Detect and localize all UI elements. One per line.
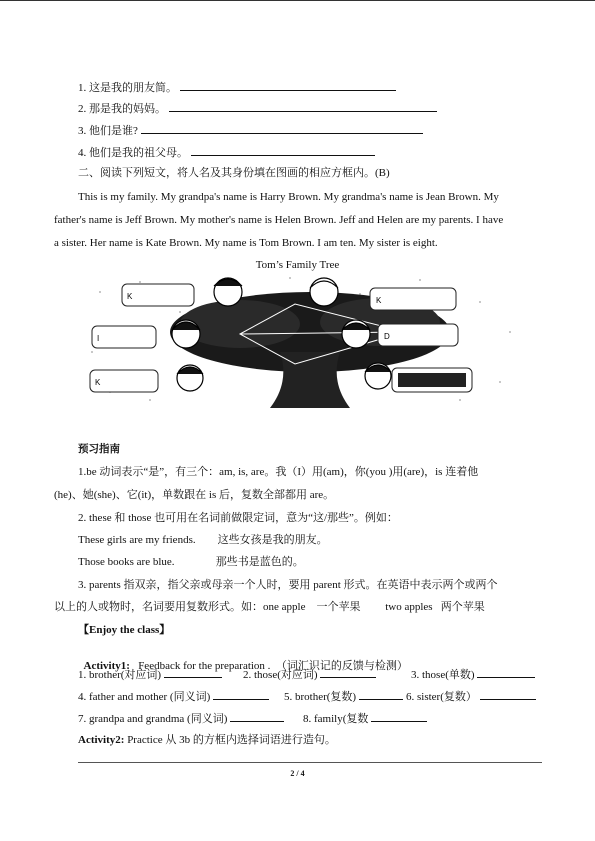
answer-blank-3[interactable] (141, 123, 423, 134)
preview-line-2: (he)、她(she)、它(it)，单数跟在 is 后，复数全部都用 are。 (54, 489, 335, 501)
exercise-6 (406, 689, 536, 704)
preview-line-1: 1.be 动词表示“是”，有三个：am, is, are。我（I）用(am)，你(you )用(are)，is 连着他 (78, 466, 479, 478)
question-3-text: 3. 他们是谁? (78, 125, 138, 137)
exercise-8-blank[interactable] (371, 711, 427, 722)
preview-line-5: Those books are blue. 那些书是蓝色的。 (78, 556, 304, 568)
preview-line-7: 以上的人或物时，名词要用复数形式。如：one apple 一个苹果 two apples 两个苹果 (54, 601, 485, 613)
family-tree-illustration (80, 272, 520, 408)
svg-text:I: I (97, 334, 100, 343)
exercise-8 (303, 711, 427, 726)
activity-1-label: Activity1: (83, 660, 130, 672)
question-4 (78, 145, 375, 160)
exercise-6-blank[interactable] (480, 689, 536, 700)
activity-2-label: Activity2: (78, 734, 125, 746)
exercise-6-label: 6. sister(复数） (406, 691, 477, 703)
exercise-5-blank[interactable] (359, 689, 403, 700)
page-number: 2 / 4 (290, 769, 305, 778)
exercise-4-label: 4. father and mother (同义词) (78, 691, 211, 703)
activity-2-text: Practice 从 3b 的方框内选择词语进行造句。 (127, 734, 336, 746)
exercise-5-label: 5. brother(复数) (284, 691, 357, 703)
question-2 (78, 101, 437, 116)
exercise-7 (78, 711, 284, 726)
exercise-4 (78, 689, 269, 704)
exercise-3-blank[interactable] (477, 667, 535, 678)
activity-1-text: Feedback for the preparation . （词汇识记的反馈与检测） (129, 660, 408, 672)
question-1-text: 1. 这是我的朋友简。 (78, 82, 177, 94)
exercise-1 (78, 667, 222, 682)
preview-line-4: These girls are my friends. 这些女孩是我的朋友。 (78, 534, 328, 546)
exercise-4-blank[interactable] (213, 689, 269, 700)
answer-blank-1[interactable] (180, 80, 396, 91)
exercise-2-label: 2. those(对应词) (243, 669, 318, 681)
question-4-text: 4. 他们是我的祖父母。 (78, 147, 188, 159)
svg-text:K: K (127, 292, 133, 301)
answer-blank-2[interactable] (169, 101, 437, 112)
exercise-7-label: 7. grandpa and grandma (同义词) (78, 713, 228, 725)
exercise-1-label: 1. brother(对应词) (78, 669, 162, 681)
exercise-3-label: 3. those(单数) (411, 669, 475, 681)
question-2-text: 2. 那是我的妈妈。 (78, 103, 166, 115)
footer-rule (78, 762, 542, 763)
passage-line-3: a sister. Her name is Kate Brown. My name is Tom Brown. I am ten. My sister is eight. (54, 237, 438, 249)
figure-caption: Tom’s Family Tree (255, 259, 340, 271)
question-1 (78, 80, 396, 95)
enjoy-class-heading: 【Enjoy the class】 (78, 624, 171, 636)
exercise-5 (284, 689, 403, 704)
svg-text:K: K (95, 378, 101, 387)
preview-line-6: 3. parents 指双亲，指父亲或母亲一个人时，要用 parent 形式。在英语中表示两个或两个 (78, 579, 498, 591)
exercise-1-blank[interactable] (164, 667, 222, 678)
page-top-rule (0, 0, 595, 1)
answer-blank-4[interactable] (191, 145, 375, 156)
preview-heading: 预习指南 (78, 443, 120, 455)
exercise-2-blank[interactable] (320, 667, 376, 678)
passage-line-1: This is my family. My grandpa's name is Harry Brown. My grandma's name is Jean Brown. My (78, 191, 499, 203)
passage-line-2: father's name is Jeff Brown. My mother's name is Helen Brown. Jeff and Helen are my parents. I have (54, 214, 504, 226)
activity-2 (78, 733, 336, 747)
preview-line-3: 2. these 和 those 也可用在名词前做限定词，意为“这/那些”。例如： (78, 512, 398, 524)
exercise-3 (411, 667, 535, 682)
exercise-7-blank[interactable] (230, 711, 284, 722)
exercise-2 (243, 667, 376, 682)
svg-text:D: D (384, 332, 390, 341)
exercise-8-label: 8. family(复数 (303, 713, 369, 725)
question-3 (78, 123, 423, 138)
svg-text:K: K (376, 296, 382, 305)
section-2-heading: 二、阅读下列短文，将人名及其身份填在图画的相应方框内。(B) (78, 167, 390, 179)
